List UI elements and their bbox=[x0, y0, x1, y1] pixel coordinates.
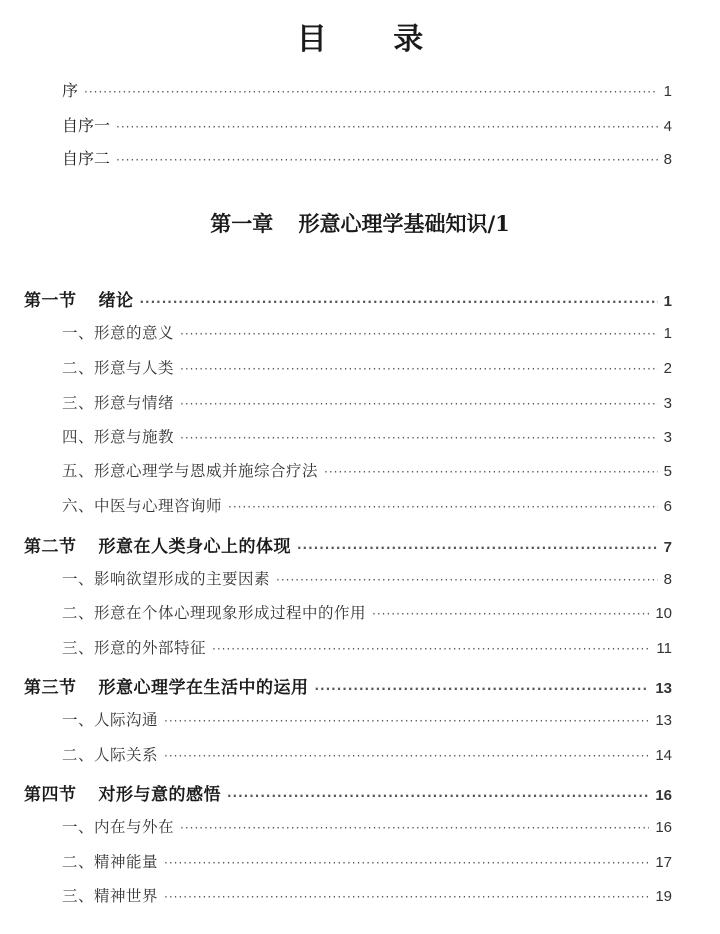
toc-title: 目 录 bbox=[296, 22, 452, 57]
dot-leader bbox=[180, 431, 658, 445]
toc-entry[interactable] bbox=[62, 708, 672, 732]
toc-entry[interactable] bbox=[62, 356, 672, 380]
toc-entry[interactable] bbox=[62, 494, 672, 518]
entry-label: 四、形意与施教 bbox=[62, 428, 175, 446]
entry-label: 六、中医与心理咨询师 bbox=[62, 497, 223, 515]
entry-page: 11 bbox=[656, 640, 672, 657]
dot-leader bbox=[164, 714, 649, 728]
section-label bbox=[24, 780, 221, 805]
dot-leader bbox=[212, 642, 650, 656]
toc-entry[interactable] bbox=[62, 459, 672, 483]
section-number: 第二节 bbox=[24, 537, 77, 557]
dot-leader bbox=[297, 541, 658, 555]
toc-section-1[interactable] bbox=[24, 286, 672, 310]
section-name: 形意在人类身心上的体现 bbox=[98, 537, 291, 557]
entry-page: 6 bbox=[663, 498, 672, 515]
entry-page: 16 bbox=[655, 787, 672, 804]
toc-entry[interactable] bbox=[62, 743, 672, 767]
section-number: 第四节 bbox=[24, 785, 77, 805]
entry-label: 一、人际沟通 bbox=[62, 711, 159, 729]
toc-section-4[interactable] bbox=[24, 780, 672, 804]
section-number: 第三节 bbox=[24, 678, 77, 698]
dot-leader bbox=[324, 465, 658, 479]
dot-leader bbox=[228, 500, 658, 514]
dot-leader bbox=[180, 821, 649, 835]
toc-entry[interactable] bbox=[62, 425, 672, 449]
entry-label: 三、形意与情绪 bbox=[62, 394, 175, 412]
entry-label: 二、形意在个体心理现象形成过程中的作用 bbox=[62, 604, 367, 622]
entry-page: 8 bbox=[663, 151, 672, 168]
section-label bbox=[24, 673, 309, 698]
toc-entry[interactable] bbox=[62, 815, 672, 839]
dot-leader bbox=[227, 789, 649, 803]
entry-page: 14 bbox=[655, 747, 672, 764]
entry-page: 19 bbox=[655, 888, 672, 905]
entry-page: 10 bbox=[655, 605, 672, 622]
entry-label: 自序一 bbox=[62, 116, 111, 135]
dot-leader bbox=[164, 890, 649, 904]
entry-label: 一、形意的意义 bbox=[62, 324, 175, 342]
dot-leader bbox=[180, 362, 658, 376]
dot-leader bbox=[164, 749, 649, 763]
entry-page: 3 bbox=[663, 395, 672, 412]
toc-entry[interactable] bbox=[62, 567, 672, 591]
toc-entry[interactable] bbox=[62, 391, 672, 415]
section-name: 形意心理学在生活中的运用 bbox=[98, 678, 309, 698]
toc-entry[interactable] bbox=[62, 321, 672, 345]
entry-page: 1 bbox=[663, 83, 672, 100]
entry-label: 三、形意的外部特征 bbox=[62, 639, 207, 657]
entry-label: 三、精神世界 bbox=[62, 887, 159, 905]
section-name: 对形与意的感悟 bbox=[98, 785, 221, 805]
entry-page: 13 bbox=[655, 712, 672, 729]
dot-leader bbox=[84, 85, 658, 99]
section-label bbox=[24, 532, 291, 557]
dot-leader bbox=[140, 295, 658, 309]
chapter-heading: 第一章 形意心理学基础知识/1 bbox=[210, 211, 510, 236]
section-number: 第一节 bbox=[24, 291, 77, 311]
entry-page: 5 bbox=[663, 463, 672, 480]
dot-leader bbox=[180, 327, 658, 341]
entry-label: 自序二 bbox=[62, 149, 111, 168]
entry-label: 序 bbox=[62, 81, 79, 100]
dot-leader bbox=[180, 397, 658, 411]
toc-entry-preface-2[interactable] bbox=[62, 146, 672, 170]
entry-label: 二、人际关系 bbox=[62, 746, 159, 764]
toc-entry[interactable] bbox=[62, 636, 672, 660]
entry-page: 17 bbox=[655, 854, 672, 871]
toc-entry-preface[interactable] bbox=[62, 78, 672, 102]
dot-leader bbox=[372, 607, 649, 621]
entry-page: 7 bbox=[663, 539, 672, 556]
entry-label: 二、形意与人类 bbox=[62, 359, 175, 377]
dot-leader bbox=[116, 120, 658, 134]
entry-label: 一、影响欲望形成的主要因素 bbox=[62, 570, 271, 588]
dot-leader bbox=[164, 856, 649, 870]
entry-label: 五、形意心理学与恩威并施综合疗法 bbox=[62, 462, 319, 480]
entry-page: 4 bbox=[663, 118, 672, 135]
toc-entry[interactable] bbox=[62, 850, 672, 874]
dot-leader bbox=[116, 153, 658, 167]
entry-page: 3 bbox=[663, 429, 672, 446]
toc-entry[interactable] bbox=[62, 884, 672, 908]
entry-page: 1 bbox=[663, 325, 672, 342]
entry-page: 2 bbox=[663, 360, 672, 377]
entry-label: 一、内在与外在 bbox=[62, 818, 175, 836]
section-name: 绪论 bbox=[98, 291, 134, 311]
dot-leader bbox=[276, 573, 658, 587]
toc-section-3[interactable] bbox=[24, 673, 672, 697]
toc-section-2[interactable] bbox=[24, 532, 672, 556]
entry-page: 1 bbox=[663, 293, 672, 310]
entry-page: 16 bbox=[655, 819, 672, 836]
toc-entry-preface-1[interactable] bbox=[62, 113, 672, 137]
toc-entry[interactable] bbox=[62, 601, 672, 625]
section-label bbox=[24, 286, 134, 311]
dot-leader bbox=[315, 682, 650, 696]
entry-label: 二、精神能量 bbox=[62, 853, 159, 871]
entry-page: 8 bbox=[663, 571, 672, 588]
entry-page: 13 bbox=[655, 680, 672, 697]
